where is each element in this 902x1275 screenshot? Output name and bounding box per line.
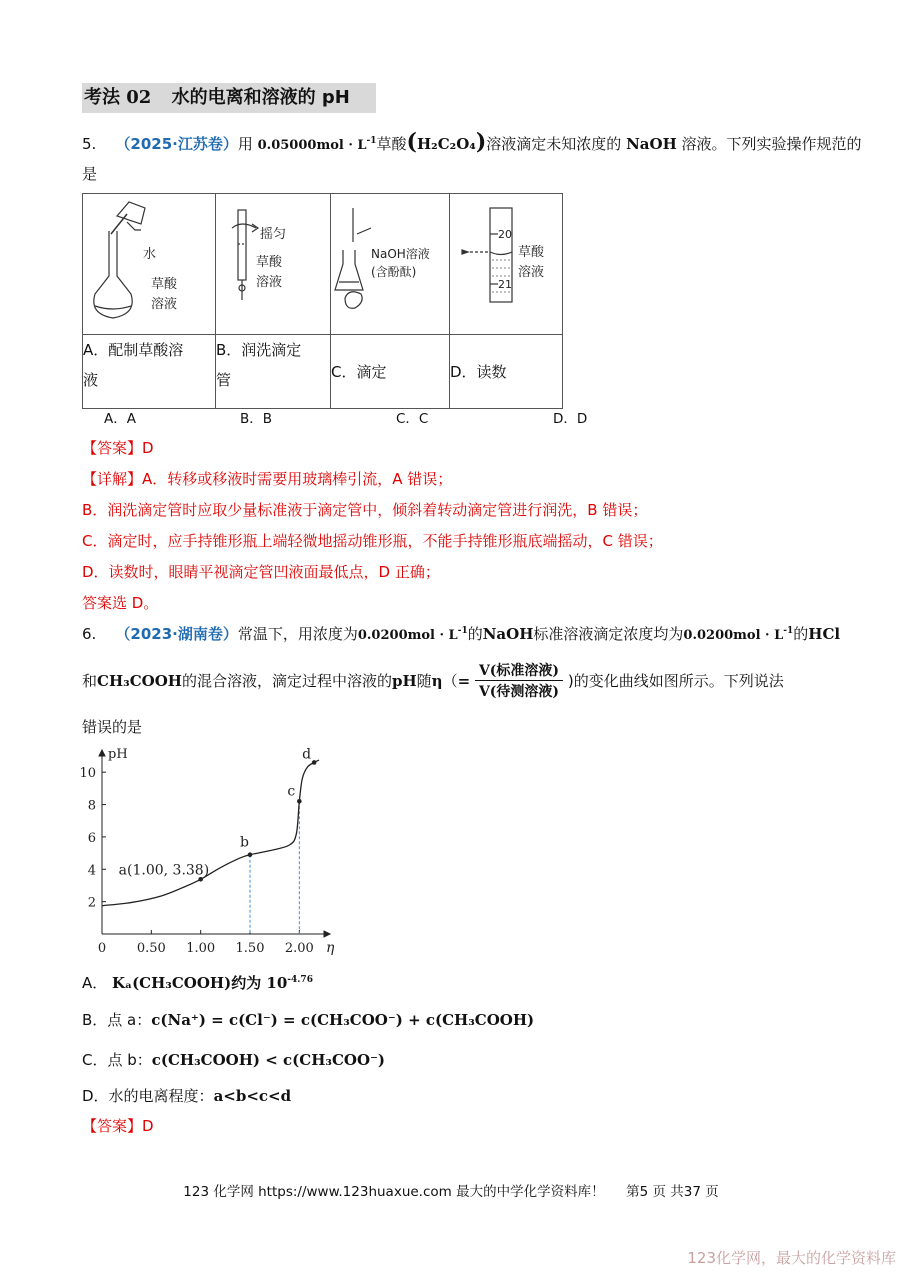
- q6-stem-line3: 错误的是: [82, 718, 143, 736]
- q5-text-a: 用: [237, 135, 253, 153]
- q6-stem-line1: 6. （2023·湖南卷）常温下，用浓度为$0.0200mol \cdot L^{-1}$的NaOH标准溶液滴定浓度均为$0.0200mol \cdot L^{-1}$的HCl: [82, 625, 841, 643]
- label-oxalic-a1: 草酸: [151, 277, 178, 292]
- q5-answer: 【答案】D: [82, 439, 154, 457]
- point-d: [312, 760, 317, 765]
- label-oxalic-b2: 溶液: [256, 275, 283, 290]
- q5-stem-line2: 是: [82, 165, 98, 183]
- q5-detail-1: 【详解】A．转移或移液时需要用玻璃棒引流，A 错误；: [82, 470, 453, 488]
- q5-text-c: 溶液滴定未知浓度的: [486, 135, 622, 153]
- footer-page: 第5 页 共37 页: [626, 1184, 719, 1200]
- image-cell-b: [216, 194, 331, 335]
- q5-conc-exp: -1: [366, 136, 377, 146]
- image-cell-c: [331, 194, 450, 335]
- section-name: 水的电离和溶液的 pH: [171, 87, 350, 108]
- x-tick-label: 1.50: [235, 941, 265, 956]
- caption-a: A．配制草酸溶 液: [83, 335, 216, 409]
- section-prefix: 考法: [84, 87, 120, 108]
- point-label-c: c: [287, 783, 296, 800]
- q6-option-b[interactable]: B．点 a：c(Na⁺) = c(Cl⁻) = c(CH₃COO⁻) + c(CH₃COOH): [82, 1011, 535, 1029]
- section-num: 02: [126, 87, 152, 108]
- label-oxalic-d2: 溶液: [518, 265, 545, 280]
- burette-reading-diagram: [450, 194, 562, 330]
- q5-detail-3: C．滴定时，应手持锥形瓶上端轻微地摇动锥形瓶，不能手持锥形瓶底端摇动，C 错误；: [82, 532, 663, 550]
- q6-option-c[interactable]: C．点 b：c(CH₃COOH) < c(CH₃COO⁻): [82, 1051, 386, 1069]
- point-label-b: b: [240, 834, 249, 851]
- point-label-d: d: [302, 746, 312, 763]
- label-naoh-solution: NaOH溶液: [371, 247, 430, 261]
- x-tick-label: 0: [97, 941, 107, 956]
- q5-source: （2025·江苏卷）: [115, 135, 238, 153]
- q5-option-b[interactable]: B．B: [240, 411, 273, 427]
- caption-d: D．读数: [450, 335, 563, 409]
- point-b: [248, 852, 253, 857]
- label-oxalic-d1: 草酸: [518, 245, 545, 260]
- q5-detail-4: D．读数时，眼睛平视滴定管凹液面最低点，D 正确；: [82, 563, 440, 581]
- label-oxalic-b1: 草酸: [256, 255, 283, 270]
- q5-stem-line1: 5. （2025·江苏卷）用 $0.05000mol \cdot L^{-1}$草酸(H₂C₂O₄)溶液滴定未知浓度的 NaOH 溶液。下列实验操作规范的: [82, 129, 862, 155]
- burette-rinse-diagram: [216, 194, 330, 330]
- q6-option-a[interactable]: A． Kₐ(CH₃COOH)约为 $10^{-4.76}$: [82, 974, 313, 992]
- q5-conc: 0.05000mol · L: [257, 138, 367, 153]
- q5-detail-5: 答案选 D。: [82, 594, 159, 612]
- q6-source: （2023·湖南卷）: [115, 625, 238, 643]
- y-tick-label: 6: [87, 830, 96, 846]
- image-cell-d: [450, 194, 563, 335]
- label-water: 水: [143, 247, 157, 262]
- titration-flask-diagram: [331, 194, 449, 330]
- section-title: [82, 83, 376, 113]
- q5-operations-table: [82, 193, 563, 409]
- ph-curve: [102, 760, 319, 906]
- q5-option-d[interactable]: D．D: [553, 411, 588, 427]
- ph-titration-chart: [79, 746, 342, 962]
- x-tick-label: 2.00: [284, 941, 314, 956]
- q6-option-d[interactable]: D．水的电离程度：a<b<c<d: [82, 1087, 292, 1105]
- tick-20: 20: [498, 228, 512, 241]
- label-phenolphthalein: (含酚酞): [371, 265, 417, 279]
- y-tick-label: 2: [87, 895, 96, 911]
- footer-site: 123 化学网 https://www.123huaxue.com 最大的中学化学资料库！: [183, 1184, 605, 1200]
- label-oxalic-a2: 溶液: [151, 297, 178, 312]
- label-shake: 摇匀: [260, 227, 287, 242]
- point-c: [297, 799, 302, 804]
- point-label-a: a(1.00, 3.38): [118, 862, 210, 879]
- y-axis-label: pH: [108, 747, 128, 762]
- q5-text-b: 草酸: [376, 135, 407, 153]
- q6-fraction: V(标准溶液) V(待测溶液): [475, 660, 563, 701]
- caption-b: B．润洗滴定 管: [216, 335, 331, 409]
- q5-option-c[interactable]: C．C: [396, 411, 429, 427]
- q5-formula: H₂C₂O₄: [416, 135, 476, 153]
- page-footer: [0, 1180, 902, 1200]
- tick-21: 21: [498, 278, 512, 291]
- q5-option-a[interactable]: A．A: [104, 411, 136, 427]
- q5-naoh: NaOH: [626, 135, 677, 153]
- x-axis-arrow: [324, 931, 330, 937]
- q6-stem-line2: 和CH₃COOH的混合溶液，滴定过程中溶液的pH随η（= V(标准溶液) V(待测溶液) )的变化曲线如图所示。下列说法: [82, 660, 784, 702]
- q6-answer: 【答案】D: [82, 1117, 154, 1135]
- y-tick-label: 8: [87, 798, 96, 814]
- x-axis-label: η: [326, 940, 335, 956]
- y-tick-label: 4: [87, 863, 96, 879]
- x-tick-label: 1.00: [186, 941, 216, 956]
- watermark: 123化学网，最大的化学资料库: [687, 1249, 896, 1267]
- volumetric-flask-diagram: [83, 194, 215, 330]
- y-axis-arrow: [99, 750, 105, 756]
- q5-detail-2: B．润洗滴定管时应取少量标准液于滴定管中，倾斜着转动滴定管进行润洗，B 错误；: [82, 501, 648, 519]
- caption-c: C．滴定: [331, 335, 450, 409]
- image-cell-a: [83, 194, 216, 335]
- q5-text-d: 溶液。下列实验操作规范的: [681, 135, 862, 153]
- y-tick-label: 10: [79, 766, 96, 782]
- q5-number: 5.: [82, 135, 97, 153]
- x-tick-label: 0.50: [136, 941, 166, 956]
